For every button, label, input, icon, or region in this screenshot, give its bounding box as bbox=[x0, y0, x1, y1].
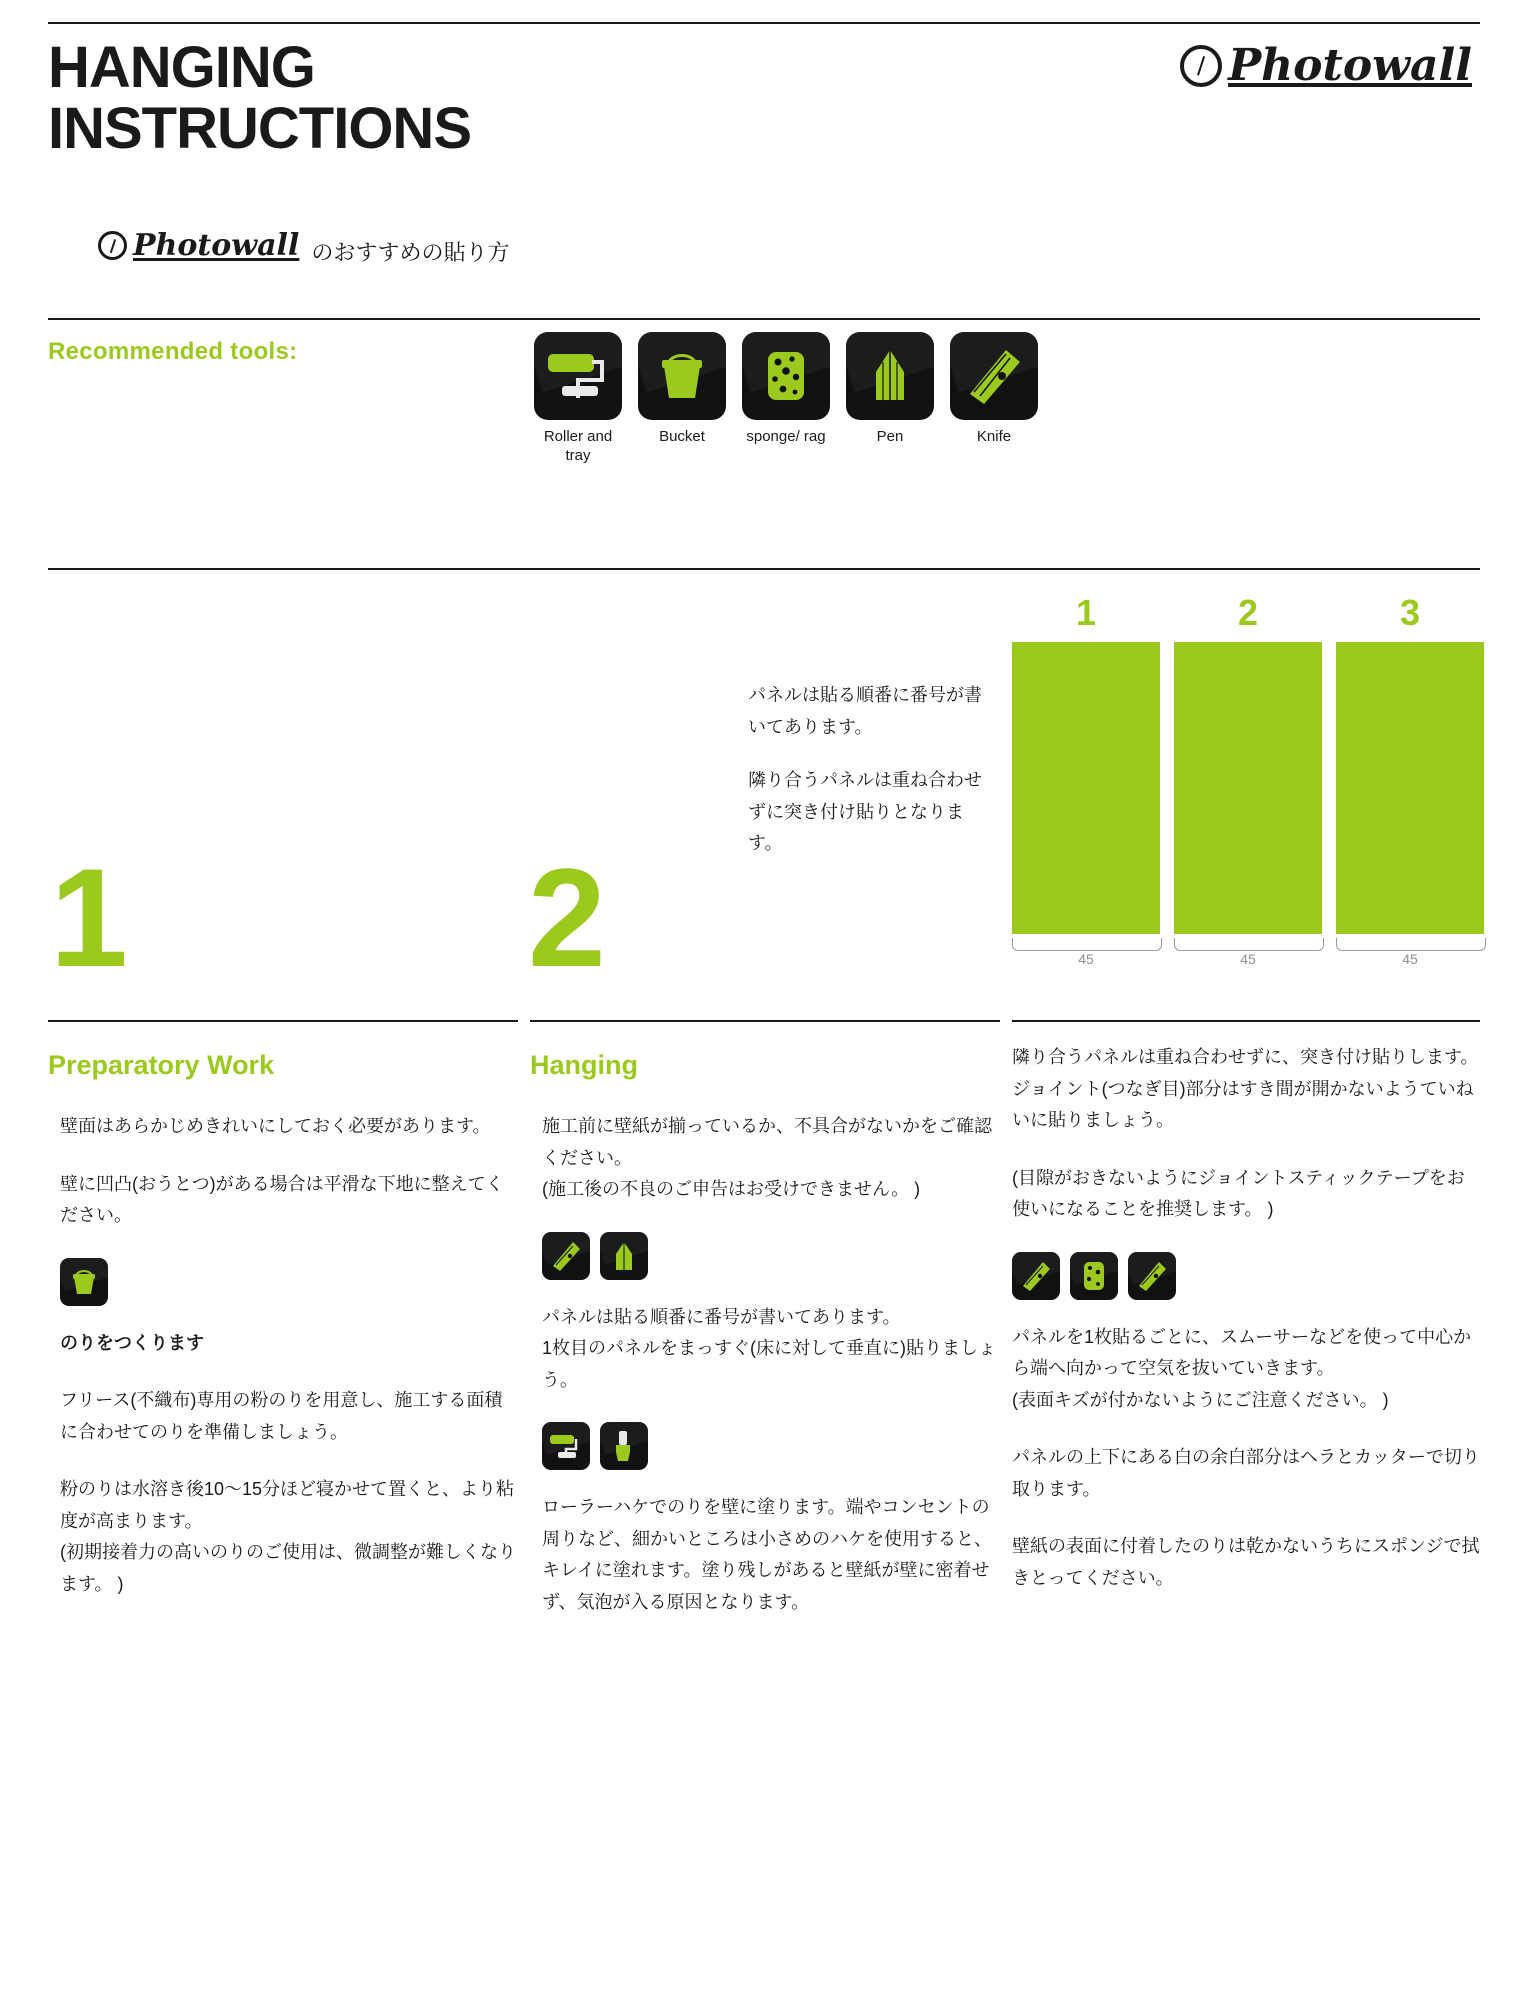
col3-paragraph-3: パネルを1枚貼るごとに、スムーサーなどを使って中心から端へ向かって空気を抜いていきます。 bbox=[1012, 1326, 1472, 1378]
col3-paragraph-1: 隣り合うパネルは重ね合わせずに、突き付け貼りします。ジョイント(つなぎ目)部分はすき間が開かないようていねいに貼りましょう。 bbox=[1012, 1047, 1479, 1130]
section-divider bbox=[48, 568, 1480, 570]
panel-number: 3 bbox=[1399, 592, 1421, 633]
column-preparatory-work bbox=[48, 1042, 518, 1626]
column-3-divider bbox=[1012, 1020, 1480, 1022]
col2-paragraph-2: (施工後の不良のご申告はお受けできません。 ) bbox=[542, 1179, 921, 1200]
tool-item bbox=[950, 332, 1038, 466]
col2-paragraph-4: 1枚目のパネルをまっすぐ(床に対して垂直に)貼りましょう。 bbox=[542, 1338, 996, 1390]
panel-number-row bbox=[1012, 592, 1484, 634]
knife-icon bbox=[1128, 1252, 1176, 1300]
tools-divider bbox=[48, 318, 1480, 320]
panel-number: 2 bbox=[1237, 592, 1259, 633]
measure-value: 45 bbox=[1078, 951, 1094, 967]
column-hanging bbox=[530, 1042, 1000, 1644]
panel-box-row bbox=[1012, 642, 1484, 934]
panel-measure bbox=[1336, 938, 1484, 974]
paint-roller-icon bbox=[534, 332, 622, 420]
col3-paragraph-2: (目隙がおきないようにジョイントスティックテープをお使いになることを推奨します。 ) bbox=[1012, 1167, 1465, 1219]
panel-measure-row bbox=[1012, 938, 1484, 974]
bucket-icon bbox=[60, 1258, 108, 1306]
column-2-divider bbox=[530, 1020, 1000, 1022]
measure-bracket-icon bbox=[1336, 938, 1486, 951]
pen-icon bbox=[600, 1232, 648, 1280]
subtitle-text: のおすすめの貼り方 bbox=[311, 240, 510, 265]
col1-paragraph-1: 壁面はあらかじめきれいにしておく必要があります。 bbox=[60, 1116, 491, 1137]
photowall-mark-icon bbox=[1180, 45, 1222, 87]
col1-paragraph-4: 粉のりは水溶き後10〜15分ほど寝かせて置くと、より粘度が高まります。 bbox=[60, 1479, 515, 1531]
panel-number: 1 bbox=[1075, 592, 1097, 633]
col1-bold-line: のりをつくります bbox=[60, 1332, 204, 1353]
col3-paragraph-4: (表面キズが付かないようにご注意ください。 ) bbox=[1012, 1389, 1389, 1410]
col1-paragraph-5: (初期接着力の高いのりのご使用は、微調整が難しくなります。 ) bbox=[60, 1542, 516, 1594]
photowall-inline-text: Photowall bbox=[133, 228, 300, 263]
col3-paragraph-6: 壁紙の表面に付着したのりは乾かないうちにスポンジで拭きとってください。 bbox=[1012, 1536, 1480, 1588]
col2-icon-row-2 bbox=[530, 1422, 1000, 1470]
panel-note bbox=[748, 680, 998, 882]
col2-paragraph-1: 施工前に壁紙が揃っているか、不具合がないかをご確認ください。 bbox=[542, 1116, 992, 1168]
brush-icon bbox=[600, 1422, 648, 1470]
col2-paragraph-3: パネルは貼る順番に番号が書いてあります。 bbox=[542, 1306, 901, 1327]
sponge-icon bbox=[742, 332, 830, 420]
tool-item bbox=[742, 332, 830, 466]
panel-measure bbox=[1012, 938, 1160, 974]
col2-paragraph-5: ローラーハケでのりを壁に塗ります。端やコンセントの周りなど、細かいところは小さめのハケを使用すると、キレイに塗れます。塗り残しがあると壁紙が壁に密着せず、気泡が入る原因となります。 bbox=[542, 1497, 992, 1612]
photowall-mark-small-icon bbox=[98, 231, 127, 260]
panel-box bbox=[1174, 642, 1322, 934]
tools-row bbox=[534, 332, 1038, 466]
knife-icon bbox=[1012, 1252, 1060, 1300]
column-2-heading: Hanging bbox=[530, 1050, 638, 1080]
tool-item bbox=[638, 332, 726, 466]
title-line-1: HANGING bbox=[48, 35, 315, 100]
step-number-1: 1 bbox=[50, 839, 128, 996]
column-finishing bbox=[1012, 1042, 1480, 1620]
tool-item bbox=[534, 332, 622, 466]
tool-item bbox=[846, 332, 934, 466]
photowall-logo-inline bbox=[98, 228, 299, 263]
panel-box bbox=[1012, 642, 1160, 934]
col3-paragraph-5: パネルの上下にある白の余白部分はヘラとカッターで切り取ります。 bbox=[1012, 1447, 1480, 1499]
photowall-logo-text: Photowall bbox=[1228, 40, 1472, 91]
tool-caption: Roller and tray bbox=[543, 428, 613, 464]
panel-note-1: パネルは貼る順番に番号が書いてあります。 bbox=[748, 685, 982, 737]
measure-value: 45 bbox=[1240, 951, 1256, 967]
col1-paragraph-2: 壁に凹凸(おうとつ)がある場合は平滑な下地に整えてください。 bbox=[60, 1173, 504, 1226]
tools-label: Recommended tools: bbox=[48, 338, 298, 365]
panel-diagram bbox=[1012, 592, 1484, 974]
tool-caption: Pen bbox=[876, 428, 904, 445]
panel-box bbox=[1336, 642, 1484, 934]
column-1-heading: Preparatory Work bbox=[48, 1050, 275, 1080]
tool-caption: Bucket bbox=[659, 428, 705, 445]
step-number-2: 2 bbox=[528, 839, 606, 996]
measure-value: 45 bbox=[1402, 951, 1418, 967]
col1-icon-row bbox=[48, 1258, 518, 1306]
knife-icon bbox=[542, 1232, 590, 1280]
col2-icon-row-1 bbox=[530, 1232, 1000, 1280]
sponge-icon bbox=[1070, 1252, 1118, 1300]
knife-icon bbox=[950, 332, 1038, 420]
tool-caption: sponge/ rag bbox=[746, 428, 826, 445]
header-divider bbox=[48, 22, 1480, 24]
column-1-divider bbox=[48, 1020, 518, 1022]
measure-bracket-icon bbox=[1174, 938, 1324, 951]
photowall-logo bbox=[1180, 40, 1472, 91]
measure-bracket-icon bbox=[1012, 938, 1162, 951]
subtitle-row bbox=[98, 228, 510, 267]
bucket-icon bbox=[638, 332, 726, 420]
panel-measure bbox=[1174, 938, 1322, 974]
col3-icon-row bbox=[1012, 1252, 1480, 1300]
paint-roller-icon bbox=[542, 1422, 590, 1470]
panel-note-2: 隣り合うパネルは重ね合わせずに突き付け貼りとなります。 bbox=[748, 770, 982, 853]
col1-paragraph-3: フリース(不織布)専用の粉のりを用意し、施工する面積に合わせてのりを準備しましょう。 bbox=[60, 1390, 503, 1442]
tool-caption: Knife bbox=[976, 428, 1012, 445]
page-title bbox=[48, 35, 471, 161]
pen-icon bbox=[846, 332, 934, 420]
title-line-2: INSTRUCTIONS bbox=[48, 95, 471, 161]
